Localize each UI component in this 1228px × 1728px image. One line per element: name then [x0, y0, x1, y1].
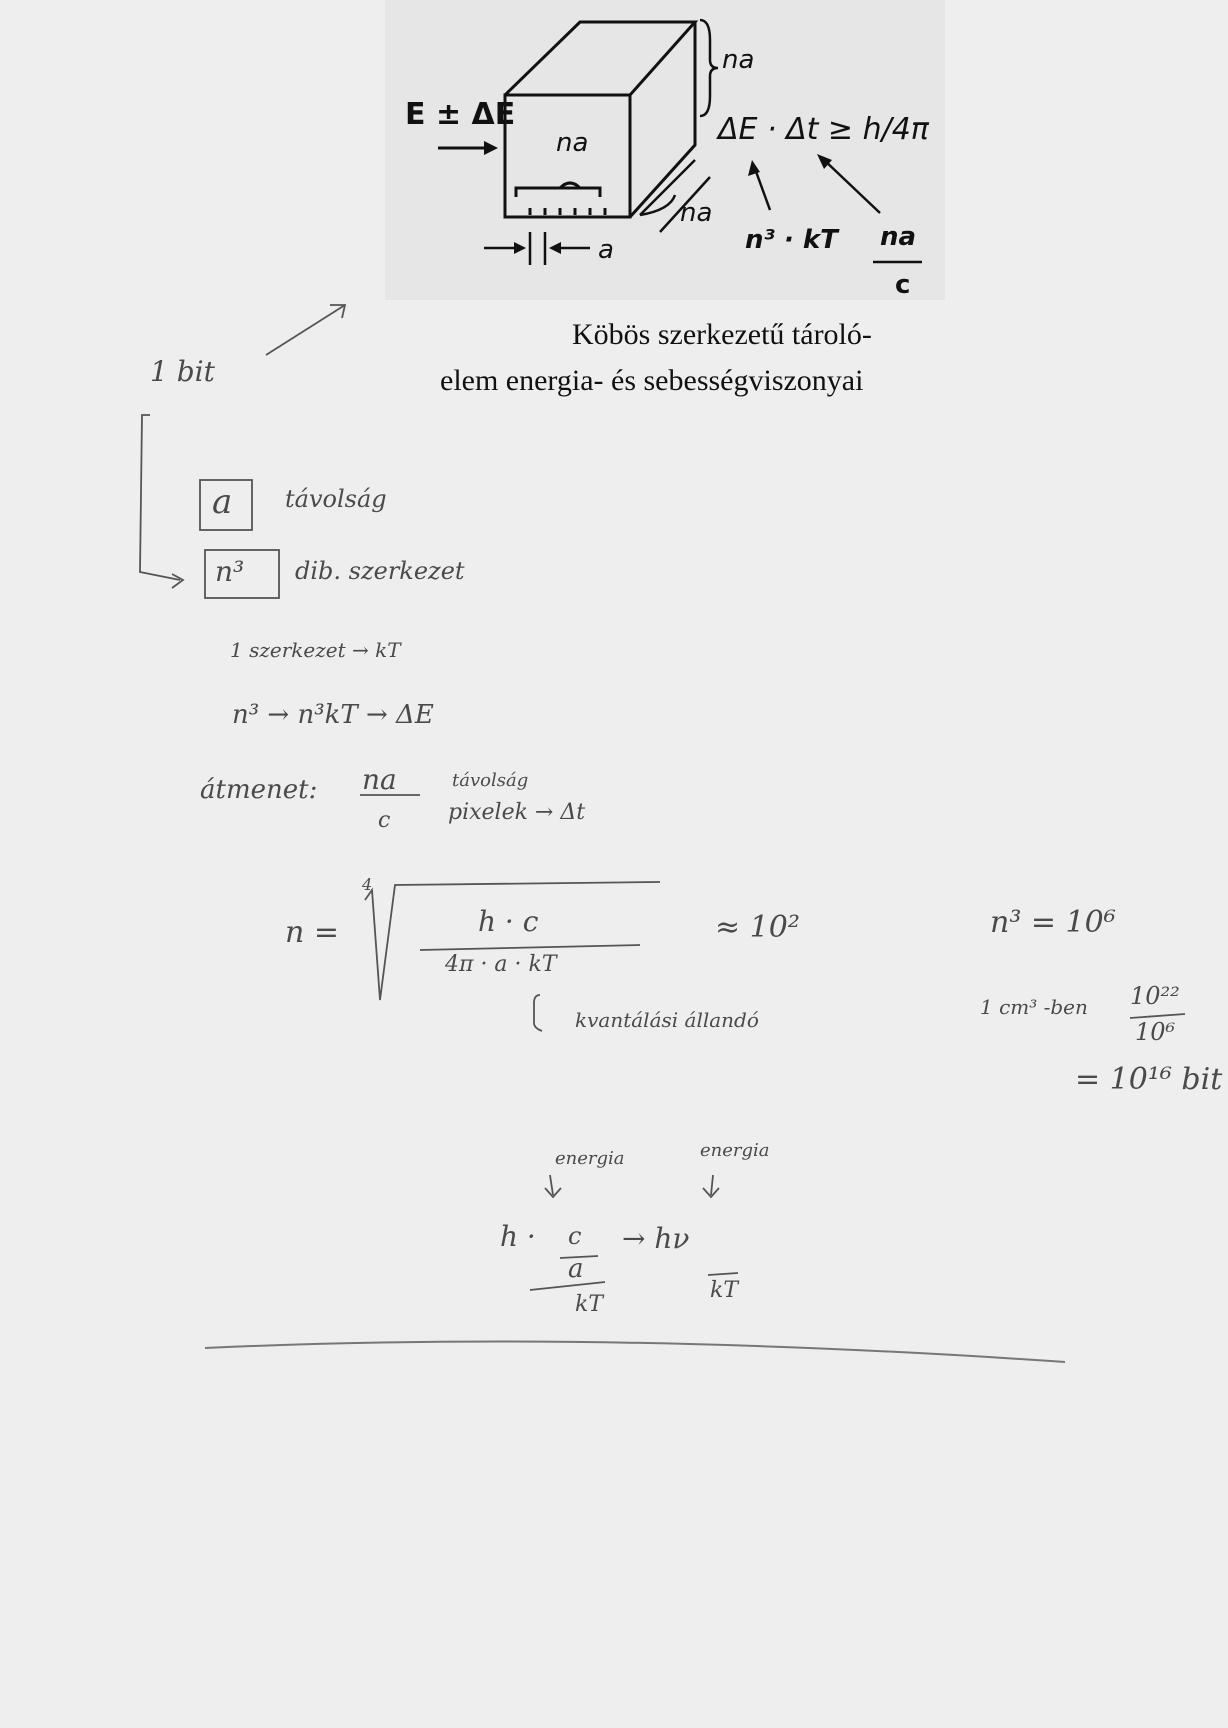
hw-h-expr: h · — [500, 1220, 536, 1253]
hw-cm-result: = 10¹⁶ bit — [1075, 1062, 1223, 1097]
hw-bracket — [140, 415, 180, 580]
hw-distance: távolság — [285, 485, 387, 513]
hw-arrow-hv: → hν — [622, 1222, 690, 1255]
caption-line-2: elem energia- és sebességviszonyai — [440, 364, 864, 397]
hw-n-equals: n = — [285, 915, 339, 950]
time-term-denominator: c — [895, 270, 911, 300]
hw-root-index: 4 — [362, 875, 373, 894]
hw-root — [365, 882, 660, 1000]
hw-box-n3-text: n³ — [215, 555, 245, 588]
hw-cm-numerator: 10²² — [1130, 982, 1180, 1010]
hw-root-denominator: 4π · a · kT — [445, 952, 557, 977]
hw-approx-result: ≈ 10² — [715, 910, 800, 945]
hw-one-bit: 1 bit — [150, 355, 215, 388]
hw-constant-note: kvantálási állandó — [575, 1008, 759, 1032]
hw-n3-result: n³ = 10⁶ — [990, 905, 1116, 940]
hw-line1: 1 szerkezet → kT — [230, 638, 401, 662]
uncertainty-relation: ΔE · Δt ≥ h/4π — [718, 112, 929, 147]
hw-energia-left: energia — [555, 1148, 625, 1169]
hw-frac-note1: távolság — [452, 770, 529, 791]
hw-structure: dib. szerkezet — [295, 557, 465, 585]
pitch-label: a — [598, 235, 614, 265]
hw-kT-right: kT — [710, 1278, 739, 1303]
hw-line2: n³ → n³kT → ΔE — [232, 700, 434, 730]
depth-label: na — [680, 198, 713, 228]
hw-frac-num: na — [362, 763, 397, 796]
hw-separator — [205, 1342, 1065, 1362]
hw-atmenet: átmenet: — [200, 775, 318, 805]
input-arrow-head — [484, 141, 498, 155]
hw-energia-right: energia — [700, 1140, 770, 1161]
brace-vertical — [700, 20, 718, 116]
time-term-numerator: na — [880, 222, 917, 252]
hw-frac-den: c — [378, 808, 391, 833]
hw-arrow-1bit — [266, 305, 345, 355]
hw-kT-left: kT — [575, 1292, 604, 1317]
height-label: na — [722, 45, 755, 75]
energy-input-label: E ± ΔE — [405, 97, 516, 132]
hw-cm-denominator: 10⁶ — [1135, 1018, 1176, 1046]
energy-term: n³ · kT — [745, 225, 838, 255]
caption-line-1: Köbös szerkezetű tároló- — [572, 318, 872, 351]
hw-a-under: a — [568, 1254, 584, 1284]
hw-cm-line: 1 cm³ -ben — [980, 995, 1088, 1019]
hw-root-numerator: h · c — [478, 905, 539, 938]
hw-c-over: c — [568, 1222, 582, 1250]
hw-frac-note2: pixelek → Δt — [448, 800, 586, 825]
front-face-label: na — [556, 128, 589, 158]
hw-box-a-text: a — [212, 482, 233, 522]
